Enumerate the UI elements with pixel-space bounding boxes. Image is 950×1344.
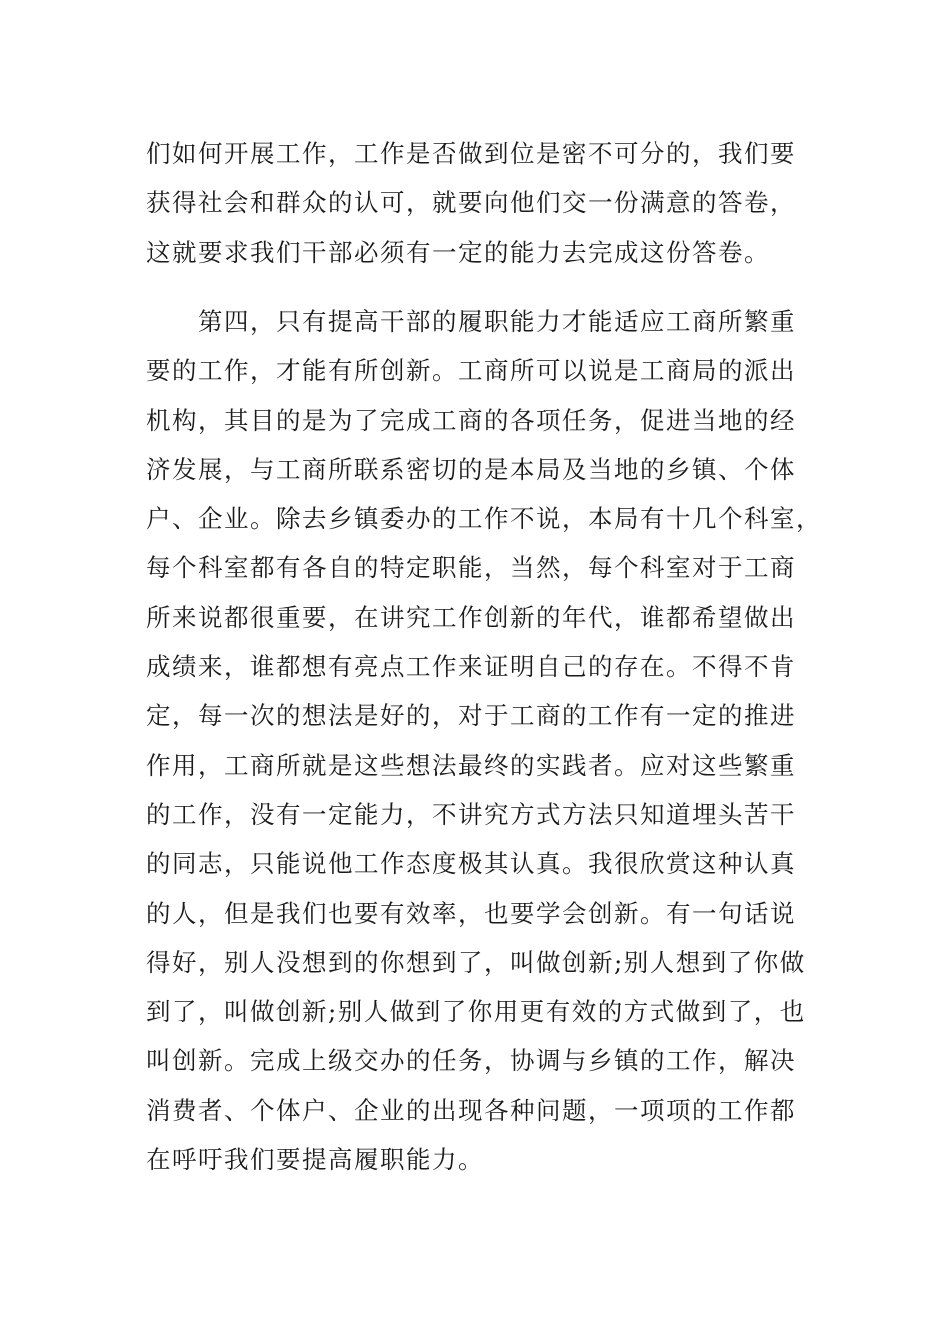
paragraph-line: 每个科室都有各自的特定职能，当然，每个科室对于工商 [146,553,796,583]
paragraph-line: 机构，其目的是为了完成工商的各项任务，促进当地的经 [146,405,796,435]
paragraph-line: 第四，只有提高干部的履职能力才能适应工商所繁重 [146,307,796,336]
paragraph-line: 定，每一次的想法是好的，对于工商的工作有一定的推进 [146,701,796,731]
paragraph-line: 在呼吁我们要提高履职能力。 [146,1145,484,1175]
paragraph-line: 户、企业。除去乡镇委办的工作不说，本局有十几个科室， [146,504,822,534]
paragraph-line: 们如何开展工作，工作是否做到位是密不可分的，我们要 [146,139,796,168]
paragraph-line: 济发展，与工商所联系密切的是本局及当地的乡镇、个体 [146,454,796,484]
paragraph-2 [146,297,822,1184]
paragraph-line: 的人，但是我们也要有效率，也要学会创新。有一句话说 [146,898,796,928]
paragraph-line: 所来说都很重要，在讲究工作创新的年代，谁都希望做出 [146,602,796,632]
paragraph-line: 的同志，只能说他工作态度极其认真。我很欣赏这种认真 [146,849,796,879]
paragraph-line: 叫创新。完成上级交办的任务，协调与乡镇的工作，解决 [146,1046,796,1076]
paragraph-line: 获得社会和群众的认可，就要向他们交一份满意的答卷， [146,188,796,218]
paragraph-line: 要的工作，才能有所创新。工商所可以说是工商局的派出 [146,356,796,386]
paragraph-line: 消费者、个体户、企业的出现各种问题，一项项的工作都 [146,1095,796,1125]
paragraph-1 [146,129,806,277]
paragraph-line: 成绩来，谁都想有亮点工作来证明自己的存在。不得不肯 [146,652,796,682]
paragraph-line: 到了，叫做创新;别人做到了你用更有效的方式做到了，也 [146,997,806,1027]
paragraph-line: 的工作，没有一定能力，不讲究方式方法只知道埋头苦干 [146,799,796,829]
paragraph-line: 得好，别人没想到的你想到了，叫做创新;别人想到了你做 [146,947,806,977]
paragraph-line: 这就要求我们干部必须有一定的能力去完成这份答卷。 [146,237,770,267]
paragraph-line: 作用，工商所就是这些想法最终的实践者。应对这些繁重 [146,750,796,780]
